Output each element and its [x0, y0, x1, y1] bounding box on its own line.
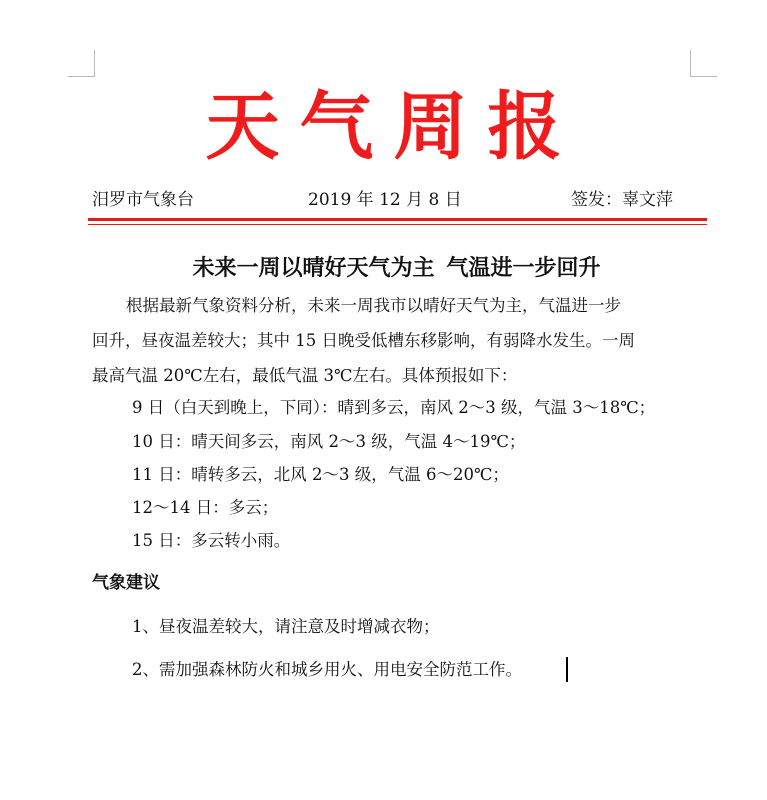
masthead-title — [0, 82, 767, 172]
margin-corner-mark-top-left — [68, 50, 95, 77]
masthead-char: 天 — [205, 84, 280, 170]
margin-corner-mark-top-right — [690, 50, 717, 77]
issuer-name: 汨罗市气象台 — [92, 190, 194, 210]
forecast-line-day-10: 10 日：晴天间多云，南风 2～3 级，气温 4～19℃； — [132, 432, 526, 451]
intro-line: 最高气温 20℃左右，最低气温 3℃左右。具体预报如下： — [92, 366, 518, 385]
headline-part-1: 未来一周以晴好天气为主 — [192, 256, 435, 281]
intro-line: 根据最新气象资料分析，未来一周我市以晴好天气为主，气温进一步 — [126, 296, 621, 315]
headline-part-2: 气温进一步回升 — [446, 256, 601, 281]
advice-heading: 气象建议 — [92, 573, 160, 593]
issue-date: 2019 年 12 月 8 日 — [308, 190, 462, 210]
advice-item-1: 1、昼夜温差较大，请注意及时增减衣物； — [132, 617, 440, 636]
masthead-char: 周 — [393, 84, 468, 170]
masthead-char: 报 — [487, 84, 562, 170]
intro-paragraph — [92, 288, 704, 393]
forecast-line-day-12-14: 12～14 日：多云； — [132, 498, 279, 517]
header-divider-thin — [88, 224, 707, 225]
forecast-line-day-15: 15 日：多云转小雨。 — [132, 531, 291, 550]
forecast-line-day-11: 11 日：晴转多云，北风 2～3 级，气温 6～20℃； — [132, 465, 509, 484]
article-headline — [0, 254, 767, 284]
header-divider-thick — [88, 218, 707, 221]
advice-item-2: 2、需加强森林防火和城乡用火、用电安全防范工作。 — [132, 660, 522, 679]
signer: 签发：辜文萍 — [571, 190, 673, 210]
intro-line: 回升，昼夜温差较大；其中 15 日晚受低槽东移影响，有弱降水发生。一周 — [92, 331, 635, 350]
forecast-line-day-9: 9 日（白天到晚上，下同）：晴到多云，南风 2～3 级，气温 3～18℃； — [132, 398, 656, 417]
text-cursor — [566, 657, 568, 682]
masthead-char: 气 — [299, 84, 374, 170]
